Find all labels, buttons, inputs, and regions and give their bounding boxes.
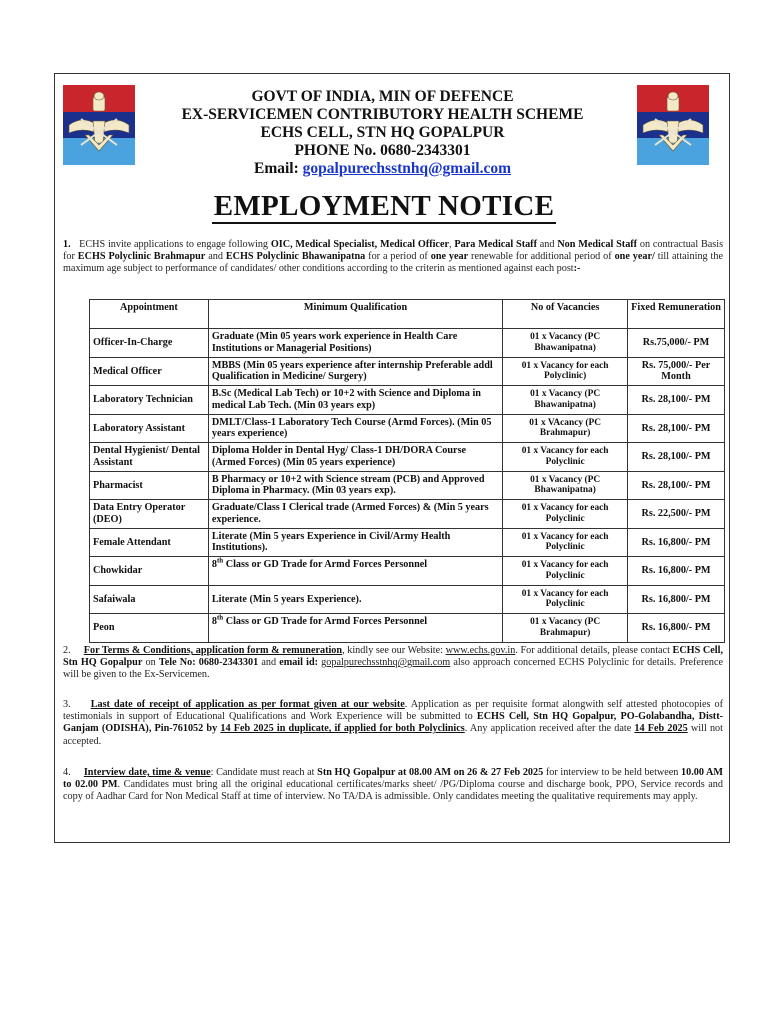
table-row [90, 386, 725, 415]
paragraph-3 [63, 699, 723, 748]
para1-posts: OIC, Medical Specialist, Medical Officer [270, 239, 450, 250]
notice-title-text: EMPLOYMENT NOTICE [213, 190, 555, 222]
para1-num: 1. [63, 239, 71, 250]
remuneration-cell: Rs. 22,500/- PM [628, 500, 725, 529]
para2-text-3: also approach concerned ECHS Polyclinic for details. Preference will be given to the Ex-Servicemen. [63, 657, 723, 681]
qualification-cell [208, 614, 502, 643]
remuneration-cell: Rs. 28,100/- PM [628, 414, 725, 443]
para4-venue: Stn HQ Gopalpur at 08.00 AM on 26 & 27 Feb 2025 [317, 767, 544, 778]
email-label: Email: [254, 160, 303, 177]
para2-on: on [142, 657, 159, 669]
para1-pc-brahmapur: ECHS Polyclinic Brahmapur [77, 251, 206, 263]
para2-cell: ECHS Cell, Stn HQ Gopalpur [63, 645, 723, 669]
remuneration-cell: Rs. 75,000/- Per Month [628, 357, 725, 386]
para2-email-label: email id: [279, 657, 319, 669]
para2-text-2: . For additional details, please contact [515, 645, 673, 656]
para3-address: ECHS Cell, Stn HQ Gopalpur, PO-Golabandha, Distt-Ganjam (ODISHA), Pin-761052 by [63, 711, 723, 735]
qualification-cell: MBBS (Min 05 years experience after internship Preferable addl Qualification in Medicine/ Surgery) [208, 357, 502, 386]
col-header-remuneration: Fixed Remuneration [628, 300, 725, 329]
header-line-email [130, 160, 635, 178]
header-line-cell: ECHS CELL, STN HQ GOPALPUR [260, 124, 505, 141]
qualification-cell: DMLT/Class-1 Laboratory Tech Course (Armd Forces). (Min 05 years experience) [208, 414, 502, 443]
qualification-cell: B.Sc (Medical Lab Tech) or 10+2 with Science and Diploma in medical Lab Tech. (Min 03 years exp) [208, 386, 502, 415]
qual-grade-text: Class or GD Trade for Armd Forces Personnel [223, 559, 428, 570]
vacancy-cell: 01 x Vacancy for each Polyclinic [503, 443, 628, 472]
qualification-cell [208, 557, 502, 586]
para4-num: 4. [63, 767, 71, 778]
remuneration-cell: Rs. 16,800/- PM [628, 528, 725, 557]
appointment-cell: Peon [90, 614, 209, 643]
para2-text: , kindly see our Website: [342, 645, 446, 656]
para2-email-link[interactable]: gopalpurechsstnhq@gmail.com [321, 657, 451, 669]
appointment-cell: Chowkidar [90, 557, 209, 586]
remuneration-cell: Rs. 28,100/- PM [628, 471, 725, 500]
para1-period: for a period of [365, 251, 431, 263]
remuneration-cell: Rs. 16,800/- PM [628, 585, 725, 614]
para2-num: 2. [63, 645, 71, 656]
para3-text: . Application as per requisite format alongwith self attested photocopies of testimonials in support of Educational Qualifications and Work Experience will be submitted to [63, 699, 723, 723]
para4-text: : Candidate must reach at [210, 767, 318, 778]
vacancy-cell: 01 x Vacancy for each Polyclinic [503, 500, 628, 529]
col-header-vacancies: No of Vacancies [503, 300, 628, 329]
para1-text: ECHS invite applications to engage following [79, 239, 271, 250]
para2-heading: For Terms & Conditions, application form & remuneration [83, 645, 343, 656]
vacancy-cell: 01 x Vacancy for each Polyclinic) [503, 357, 628, 386]
header-line-govt: GOVT OF INDIA, MIN OF DEFENCE [251, 88, 514, 105]
remuneration-cell: Rs.75,000/- PM [628, 329, 725, 358]
appointment-cell: Laboratory Technician [90, 386, 209, 415]
col-header-appointment: Appointment [90, 300, 209, 329]
qualification-cell: Literate (Min 5 years Experience). [208, 585, 502, 614]
para3-deadline: 14 Feb 2025 in duplicate, if applied for both Polyclinics [220, 723, 465, 735]
para3-heading: Last date of receipt of application as per format given at our website [90, 699, 405, 710]
qual-grade-suffix: th [216, 556, 224, 565]
qualification-cell: Graduate/Class I Clerical trade (Armed Forces) & (Min 5 years experience. [208, 500, 502, 529]
table-row [90, 557, 725, 586]
table-row [90, 528, 725, 557]
vacancy-cell: 01 x VAcancy (PC Brahmapur) [503, 414, 628, 443]
appointment-cell: Dental Hygienist/ Dental Assistant [90, 443, 209, 472]
letterhead [130, 88, 635, 178]
appointment-cell: Data Entry Operator (DEO) [90, 500, 209, 529]
qual-grade-number: 8 [211, 616, 217, 627]
vacancy-cell: 01 x Vacancy (PC Bhawanipatna) [503, 386, 628, 415]
para4-time: 10.00 AM to 02.00 PM [63, 767, 723, 791]
paragraph-2 [63, 645, 723, 682]
para1-renewable: renewable for additional period of [468, 251, 615, 263]
para3-text-2: . Any application received after the date [464, 723, 635, 735]
vacancy-cell: 01 x Vacancy (PC Bhawanipatna) [503, 471, 628, 500]
table-row [90, 357, 725, 386]
table-row [90, 414, 725, 443]
qual-grade-text: Class or GD Trade for Armd Forces Personnel [223, 616, 428, 627]
paragraph-1 [63, 239, 723, 276]
qualification-cell: Graduate (Min 05 years work experience in Health Care Institutions or Managerial Positions) [208, 329, 502, 358]
para1-one-year: one year [430, 251, 469, 263]
para2-tele: Tele No: 0680-2343301 [158, 657, 259, 669]
para1-and2: and [205, 251, 226, 263]
vacancy-cell: 01 x Vacancy for each Polyclinic [503, 557, 628, 586]
qualification-cell: Diploma Holder in Dental Hyg/ Class-1 DH/DORA Course (Armed Forces) (Min 05 years experience) [208, 443, 502, 472]
para4-text-3: . Candidates must bring all the original educational certificates/marks sheet/ /PG/Diploma course and discharge book, PPO, Service records and copy of Aadhar Card for Non Medical Staff at time of interview. No TA/DA is admissible. Only candidates meeting the qualitative requirements may apply. [63, 779, 723, 803]
vacancy-cell: 01 x Vacancy (PC Brahmapur) [503, 614, 628, 643]
qual-grade-number: 8 [211, 559, 217, 570]
table-row [90, 471, 725, 500]
table-row [90, 329, 725, 358]
echs-emblem-left [63, 85, 135, 165]
para1-basis: on contractual Basis for [63, 239, 724, 263]
appointment-cell: Safaiwala [90, 585, 209, 614]
qual-grade-suffix: th [216, 613, 224, 622]
header-email-link[interactable]: gopalpurechsstnhq@gmail.com [302, 160, 511, 177]
para1-pc-bhawanipatna: ECHS Polyclinic Bhawanipatna [225, 251, 366, 263]
para2-and: and [258, 657, 280, 669]
table-row [90, 443, 725, 472]
para1-conditions: till attaining the maximum age subject to performance of candidates/ other conditions according to the criterin as mentioned against each post [63, 251, 723, 275]
vacancy-cell: 01 x Vacancy for each Polyclinic [503, 585, 628, 614]
appointment-cell: Medical Officer [90, 357, 209, 386]
vacancy-cell: 01 x Vacancy (PC Bhawanipatna) [503, 329, 628, 358]
para1-sep: , [449, 239, 455, 250]
para1-and: and [536, 239, 558, 250]
remuneration-cell: Rs. 28,100/- PM [628, 443, 725, 472]
para3-deadline-date: 14 Feb 2025 [634, 723, 688, 735]
para4-heading: Interview date, time & venue [83, 767, 211, 778]
para1-one-year-2: one year/ [614, 251, 655, 263]
table-row [90, 614, 725, 643]
remuneration-cell: Rs. 16,800/- PM [628, 557, 725, 586]
para3-num: 3. [63, 699, 71, 710]
qualification-cell: Literate (Min 5 years Experience in Civil/Army Health Institutions). [208, 528, 502, 557]
vacancy-cell: 01 x Vacancy for each Polyclinic [503, 528, 628, 557]
remuneration-cell: Rs. 28,100/- PM [628, 386, 725, 415]
table-row [90, 500, 725, 529]
vacancy-table [89, 299, 725, 643]
qualification-cell: B Pharmacy or 10+2 with Science stream (PCB) and Approved Diploma in Pharmacy. (Min 03 years exp). [208, 471, 502, 500]
website-link[interactable]: www.echs.gov.in [445, 645, 516, 656]
table-row [90, 585, 725, 614]
notice-title [0, 190, 768, 223]
para3-text-3: will not accepted. [63, 723, 723, 747]
para1-non-medical: Non Medical Staff [557, 239, 638, 250]
appointment-cell: Officer-In-Charge [90, 329, 209, 358]
appointment-cell: Pharmacist [90, 471, 209, 500]
paragraph-4 [63, 767, 723, 804]
echs-emblem-right [637, 85, 709, 165]
remuneration-cell: Rs. 16,800/- PM [628, 614, 725, 643]
header-line-phone: PHONE No. 0680-2343301 [294, 142, 471, 159]
col-header-qualification: Minimum Qualification [208, 300, 502, 329]
para4-text-2: for interview to be held between [543, 767, 682, 778]
header-line-scheme: EX-SERVICEMEN CONTRIBUTORY HEALTH SCHEME [181, 106, 584, 123]
appointment-cell: Laboratory Assistant [90, 414, 209, 443]
para1-para-medical: Para Medical Staff [454, 239, 537, 250]
para1-end: :- [573, 263, 581, 275]
appointment-cell: Female Attendant [90, 528, 209, 557]
